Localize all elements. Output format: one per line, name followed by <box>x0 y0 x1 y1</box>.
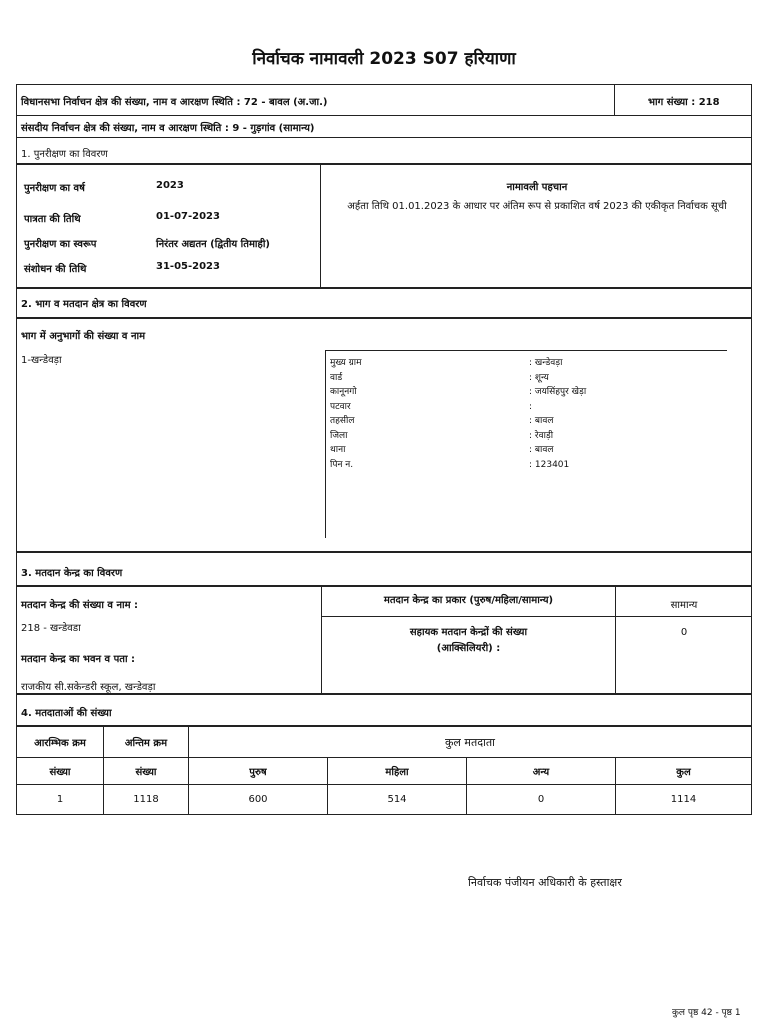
female-value: 514 <box>328 785 467 815</box>
voter-count-table <box>16 726 752 815</box>
end-serial-header: अन्तिम क्रम <box>104 727 189 758</box>
station-value: 218 - खन्डेवडा <box>21 623 81 634</box>
building-value: राजकीय सी.सकेन्डरी स्कूल, खन्डेवड़ा <box>21 682 156 693</box>
detail-value: : बावल <box>529 416 554 426</box>
page-title: निर्वाचक नामावली 2023 S07 हरियाणा <box>252 49 516 69</box>
detail-value: : खन्डेवड़ा <box>529 358 563 368</box>
section4-heading: 4. मतदाताओं की संख्या <box>21 708 112 719</box>
auxiliary-value: 0 <box>680 627 688 638</box>
detail-label: थाना <box>330 445 346 455</box>
section3-heading-row <box>16 552 752 586</box>
eligibility-date-value: 01-07-2023 <box>156 211 220 222</box>
female-header: महिला <box>328 758 467 785</box>
start-serial-header-2: संख्या <box>17 758 104 785</box>
revision-year-value: 2023 <box>156 180 184 191</box>
other-value: 0 <box>467 785 616 815</box>
amendment-date-value: 31-05-2023 <box>156 261 220 272</box>
auxiliary-label-line2: (आक्सिलियरी) : <box>436 643 501 654</box>
detail-value: : रेवाड़ी <box>529 430 554 441</box>
other-header: अन्य <box>467 758 616 785</box>
section1-heading: 1. पुनरीक्षण का विवरण <box>21 149 108 160</box>
total-value: 1114 <box>616 785 752 815</box>
detail-label: पटवार <box>330 401 351 412</box>
auxiliary-label-line1: सहायक मतदान केन्द्रों की संख्या <box>409 627 528 638</box>
male-header: पुरुष <box>189 758 328 785</box>
roll-identification-title: नामावली पहचान <box>506 182 568 193</box>
page-footer: कुल पृष्ठ 42 - पृष्ठ 1 <box>672 1008 741 1018</box>
section2-subheading: भाग में अनुभागों की संख्या व नाम <box>21 331 146 342</box>
section-details-labels <box>330 356 362 472</box>
station-type-label: मतदान केन्द्र का प्रकार (पुरुष/महिला/सामान्य) <box>383 595 554 606</box>
building-label: मतदान केन्द्र का भवन व पता : <box>21 654 136 665</box>
detail-value: : 123401 <box>529 459 570 470</box>
part-number: भाग संख्या : 218 <box>648 97 720 108</box>
detail-label: वार्ड <box>330 372 343 383</box>
roll-identification-text: अर्हता तिथि 01.01.2023 के आधार पर अंतिम रूप से प्रकाशित वर्ष 2023 की एकीकृत निर्वाचक सूची <box>347 201 727 212</box>
end-serial-header-2: संख्या <box>104 758 189 785</box>
start-serial-value: 1 <box>17 785 104 815</box>
revision-type-value: निरंतर अद्यतन (द्वितीय तिमाही) <box>156 239 270 250</box>
officer-signature: निर्वाचक पंजीयन अधिकारी के हस्ताक्षर <box>468 876 622 889</box>
detail-label: तहसील <box>330 416 355 426</box>
section-item: 1-खन्डेवड़ा <box>21 355 62 366</box>
detail-value: : <box>529 401 533 412</box>
station-type-value: सामान्य <box>670 600 698 611</box>
section3-heading: 3. मतदान केन्द्र का विवरण <box>21 568 123 579</box>
detail-label: जिला <box>330 430 348 441</box>
section2-heading: 2. भाग व मतदान क्षेत्र का विवरण <box>21 299 147 310</box>
section4-heading-row <box>16 694 752 726</box>
total-voters-header: कुल मतदाता <box>189 727 752 758</box>
detail-label: पिन न. <box>330 459 354 470</box>
section-details-values <box>529 356 586 472</box>
revision-year-label: पुनरीक्षण का वर्ष <box>24 183 85 194</box>
station-label: मतदान केन्द्र की संख्या व नाम : <box>21 600 139 611</box>
detail-label: मुख्य ग्राम <box>330 358 362 368</box>
male-value: 600 <box>189 785 328 815</box>
detail-value: : बावल <box>529 445 554 455</box>
total-header: कुल <box>616 758 752 785</box>
detail-value: : जयसिंहपुर खेड़ा <box>529 387 587 397</box>
revision-type-label: पुनरीक्षण का स्वरूप <box>24 239 97 250</box>
assembly-constituency: विधानसभा निर्वाचन क्षेत्र की संख्या, नाम व आरक्षण स्थिति : 72 - बावल (अ.जा.) <box>21 97 328 108</box>
amendment-date-label: संशोधन की तिथि <box>24 264 87 275</box>
start-serial-header: आरम्भिक क्रम <box>17 727 104 758</box>
eligibility-date-label: पात्रता की तिथि <box>24 214 81 225</box>
section2-body <box>16 318 752 552</box>
end-serial-value: 1118 <box>104 785 189 815</box>
parliament-constituency: संसदीय निर्वाचन क्षेत्र की संख्या, नाम व आरक्षण स्थिति : 9 - गुड़गांव (सामान्य) <box>21 123 315 134</box>
detail-label: कानूनगो <box>330 387 357 397</box>
detail-value: : शून्य <box>529 372 549 383</box>
